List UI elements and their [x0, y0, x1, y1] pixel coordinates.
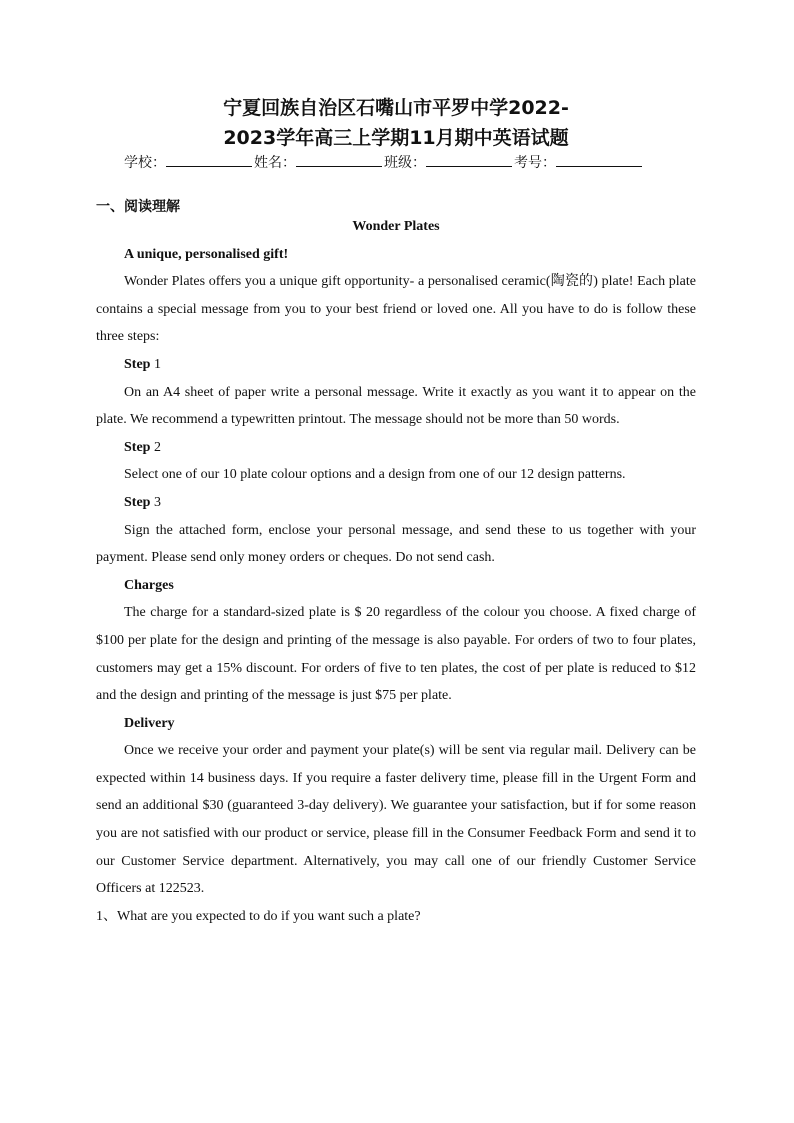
- name-blank[interactable]: [296, 152, 382, 167]
- page-title-line1: 宁夏回族自治区石嘴山市平罗中学2022-: [223, 97, 569, 119]
- delivery-heading: Delivery: [124, 715, 175, 731]
- step2-paragraph: Select one of our 10 plate colour options and a design from one of our 12 design patterns.: [124, 467, 626, 483]
- school-blank[interactable]: [166, 152, 252, 167]
- charges-paragraph: The charge for a standard-sized plate is $ 20 regardless of the colour you choose. A fixed charge of $100 per plate for the design and printing of the message is also payable. For orders of two to four plates, customers may get a 15% discount. For orders of five to ten plates, the cost of per plate is reduced to $12 and the design and printing of the message is just $75 per plate.: [96, 605, 696, 704]
- delivery-paragraph: Once we receive your order and payment your plate(s) will be sent via regular mail. Delivery can be expected within 14 business days. If you require a faster delivery time, please fill in the Urgent Form and send an additional $30 (guaranteed 3-day delivery). We guarantee your satisfaction, but if for some reason you are not satisfied with our product or service, please fill in the Consumer Feedback Form and send it to our Customer Service department. Alternatively, you may call one of our friendly Customer Service Officers at 122523.: [96, 743, 696, 897]
- step2-heading: [96, 434, 696, 462]
- passage-title: Wonder Plates: [352, 219, 440, 234]
- step1-heading: [96, 351, 696, 379]
- step2-label: Step: [124, 439, 151, 455]
- intro-paragraph: Wonder Plates offers you a unique gift opportunity- a personalised ceramic(陶瓷的) plate! Each plate contains a special message from you to your best friend or loved one. All you have to do is follow these three steps:: [96, 274, 696, 345]
- class-label: 班级：: [384, 155, 426, 171]
- section-heading: 一、阅读理解: [96, 199, 180, 215]
- passage-subtitle: A unique, personalised gift!: [124, 246, 289, 262]
- question-1: 1、What are you expected to do if you want such a plate?: [96, 908, 421, 924]
- step3-heading: [96, 489, 696, 517]
- step1-number: 1: [150, 356, 161, 372]
- exam-number-blank[interactable]: [556, 152, 642, 167]
- step3-label: Step: [124, 494, 151, 510]
- step2-number: 2: [150, 439, 161, 455]
- name-label: 姓名：: [254, 155, 296, 171]
- page-title-line2: 2023学年高三上学期11月期中英语试题: [223, 127, 569, 149]
- step3-paragraph: Sign the attached form, enclose your personal message, and send these to us together with your payment. Please send only money orders or cheques. Do not send cash.: [96, 522, 696, 566]
- student-info-fields: [124, 152, 644, 174]
- school-label: 学校：: [124, 155, 166, 171]
- class-blank[interactable]: [426, 152, 512, 167]
- step1-paragraph: On an A4 sheet of paper write a personal message. Write it exactly as you want it to appear on the plate. We recommend a typewritten printout. The message should not be more than 50 words.: [96, 384, 696, 428]
- reading-passage: [96, 213, 696, 930]
- exam-number-label: 考号：: [514, 155, 556, 171]
- charges-heading: Charges: [124, 577, 174, 593]
- step1-label: Step: [124, 356, 151, 372]
- step3-number: 3: [150, 494, 161, 510]
